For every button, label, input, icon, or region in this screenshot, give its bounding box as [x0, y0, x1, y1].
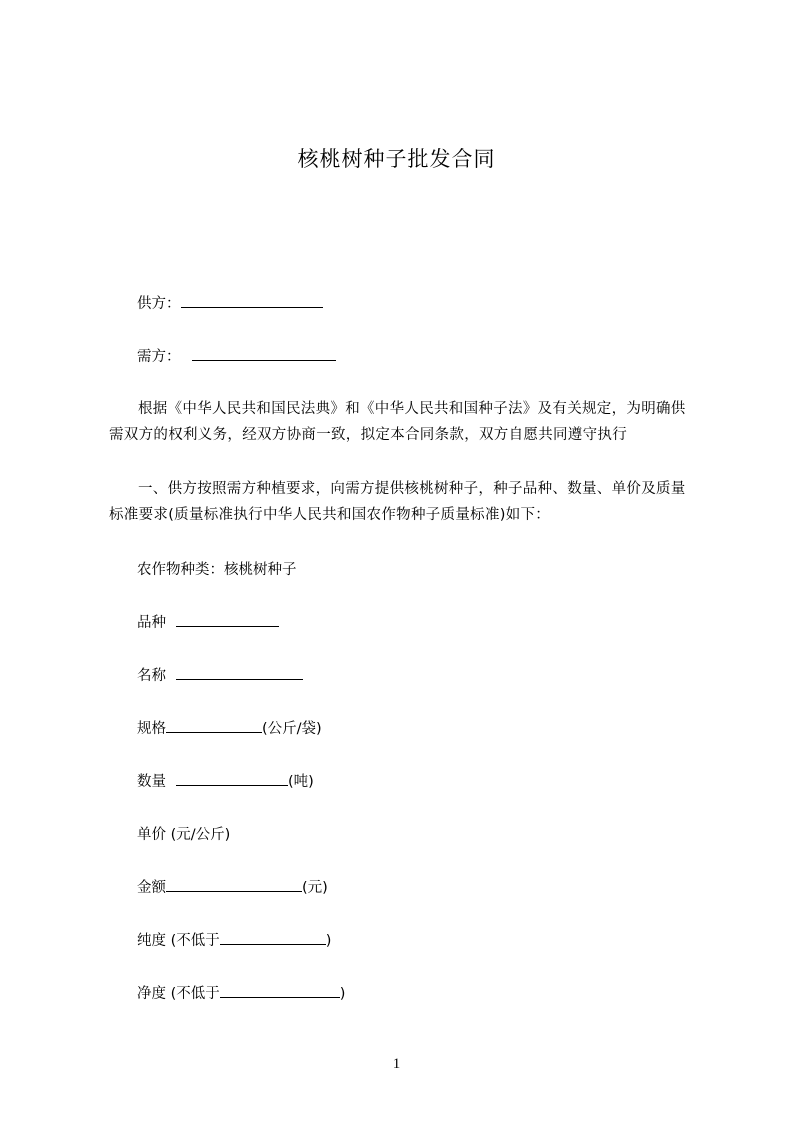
purity-blank [220, 929, 326, 945]
cleanliness-blank [220, 982, 340, 998]
preamble-paragraph: 根据《中华人民共和国民法典》和《中华人民共和国种子法》及有关规定，为明确供需双方的权利义务，经双方协商一致，拟定本合同条款，双方自愿共同遵守执行 [109, 401, 686, 443]
spec-label: 规格 [137, 721, 166, 737]
cleanliness-label: 净度 (不低于 [137, 986, 220, 1002]
quantity-line [137, 770, 314, 791]
spec-blank [166, 717, 262, 733]
document-title: 核桃树种子批发合同 [297, 147, 496, 171]
page-number: 1 [392, 1056, 401, 1072]
purity-line [137, 929, 331, 950]
supplier-line [137, 292, 323, 313]
purity-close: ) [325, 933, 332, 949]
supplier-blank [181, 292, 323, 308]
amount-label: 金额 [137, 880, 166, 896]
cleanliness-line [137, 982, 345, 1003]
purity-label: 纯度 (不低于 [137, 933, 220, 949]
buyer-label: 需方： [137, 349, 181, 365]
name-label: 名称 [137, 668, 166, 684]
variety-line [137, 611, 279, 632]
clause-1-paragraph: 一、供方按照需方种植要求，向需方提供核桃树种子，种子品种、数量、单价及质量标准要求(质量标准执行中华人民共和国农作物种子质量标准)如下： [109, 481, 686, 523]
quantity-unit: (吨) [288, 774, 314, 790]
cleanliness-close: ) [339, 986, 346, 1002]
variety-label: 品种 [137, 615, 166, 631]
amount-unit: (元) [302, 880, 328, 896]
spec-line [137, 717, 322, 738]
name-line [137, 664, 303, 685]
buyer-blank [192, 345, 336, 361]
buyer-line [137, 345, 336, 366]
name-blank [176, 664, 303, 680]
quantity-blank [176, 770, 288, 786]
crop-type-line: 农作物种类：核桃树种子 [137, 562, 297, 578]
variety-blank [176, 611, 279, 627]
amount-line [137, 876, 328, 897]
amount-blank [166, 876, 302, 892]
unit-price-line: 单价 (元/公斤) [137, 827, 231, 843]
spec-unit: (公斤/袋) [262, 721, 322, 737]
quantity-label: 数量 [137, 774, 166, 790]
supplier-label: 供方： [137, 296, 181, 312]
